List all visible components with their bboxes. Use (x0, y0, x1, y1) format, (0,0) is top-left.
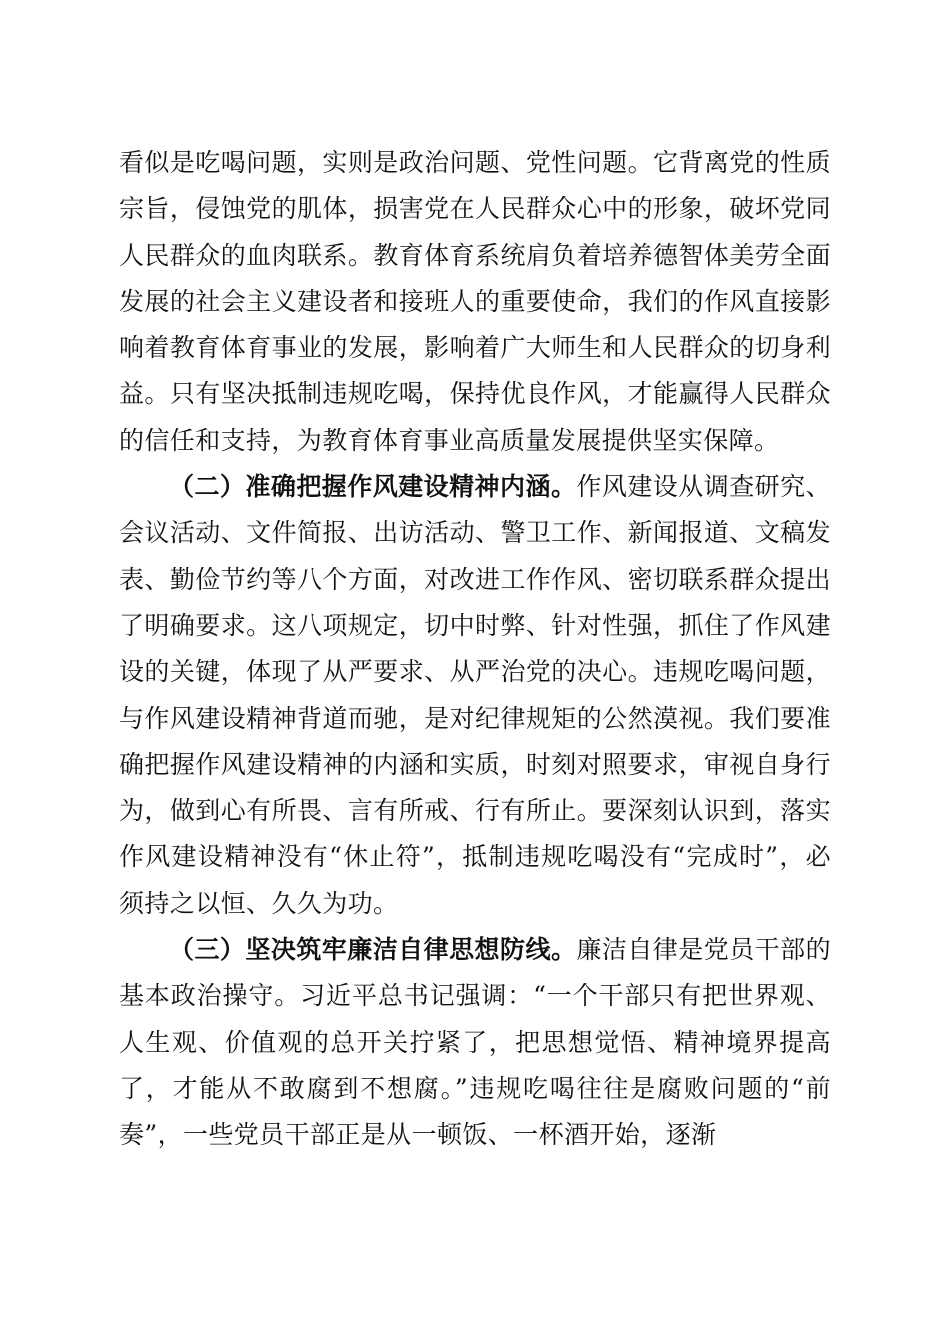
paragraph-text: 作风建设从调查研究、会议活动、文件简报、出访活动、警卫工作、新闻报道、文稿发表、勤俭节约等八个方面，对改进工作作风、密切联系群众提出了明确要求。这八项规定，切中时弊、针对性强，抓住了作风建设的关键，体现了从严要求、从严治党的决心。违规吃喝问题，与作风建设精神背道而驰，是对纪律规矩的公然漠视。我们要准确把握作风建设精神的内涵和实质，时刻对照要求，审视自身行为，做到心有所畏、言有所戒、行有所止。要深刻认识到，落实作风建设精神没有“休止符”，抵制违规吃喝没有“完成时”，必须持之以恒、久久为功。 (119, 472, 831, 918)
paragraph-continuation (119, 140, 831, 464)
section-heading-2: （二）准确把握作风建设精神内涵。 (169, 472, 577, 502)
section-heading-3: （三）坚决筑牢廉洁自律思想防线。 (169, 935, 577, 965)
paragraph-section-3 (119, 927, 831, 1158)
paragraph-section-2 (119, 464, 831, 927)
paragraph-text: 廉洁自律是党员干部的基本政治操守。习近平总书记强调：“一个干部只有把世界观、人生观、价值观的总开关拧紧了，把思想觉悟、精神境界提高了，才能从不敢腐到不想腐。”违规吃喝往往是腐败问题的“前奏”，一些党员干部正是从一顿饭、一杯酒开始，逐渐 (119, 935, 831, 1150)
paragraph-text: 看似是吃喝问题，实则是政治问题、党性问题。它背离党的性质宗旨，侵蚀党的肌体，损害党在人民群众心中的形象，破坏党同人民群众的血肉联系。教育体育系统肩负着培养德智体美劳全面发展的社会主义建设者和接班人的重要使命，我们的作风直接影响着教育体育事业的发展，影响着广大师生和人民群众的切身利益。只有坚决抵制违规吃喝，保持优良作风，才能赢得人民群众的信任和支持，为教育体育事业高质量发展提供坚实保障。 (119, 148, 831, 455)
document-body (119, 140, 831, 1159)
